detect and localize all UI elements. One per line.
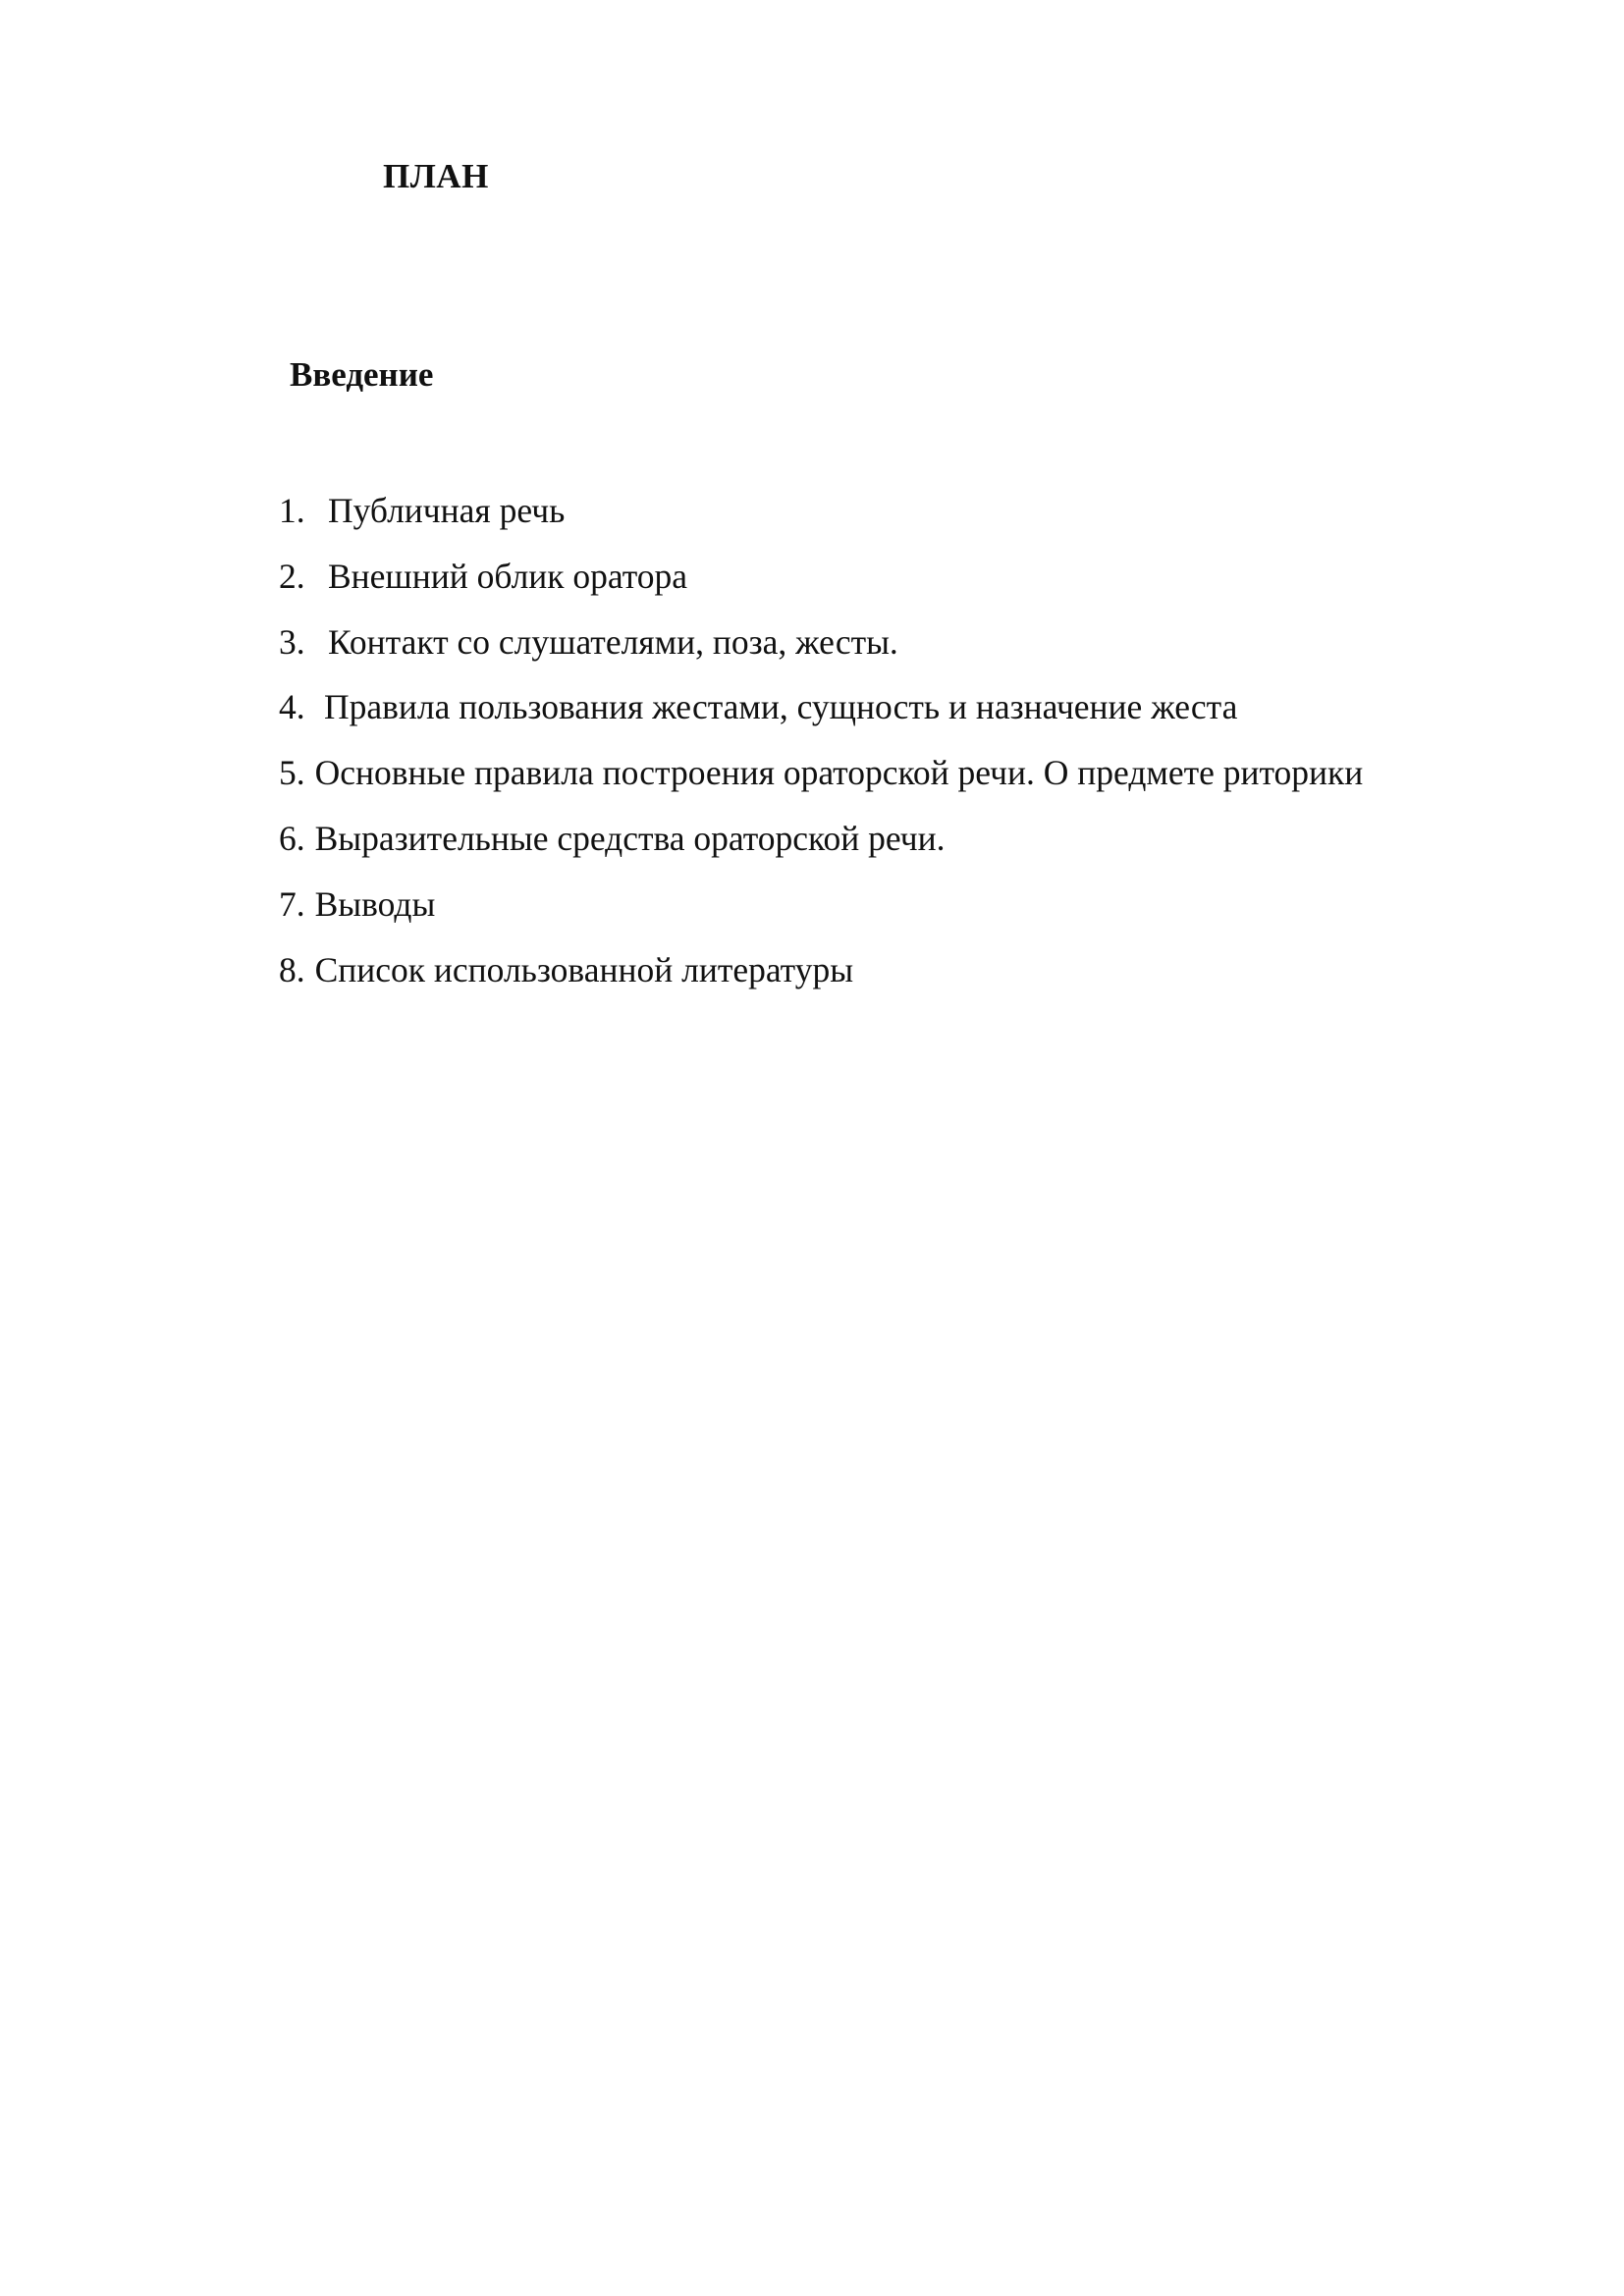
list-item-number: 2.: [279, 556, 305, 596]
list-item-number: 1.: [279, 491, 305, 530]
list-item-text: Правила пользования жестами, сущность и назначение жеста: [324, 687, 1238, 727]
list-item: [279, 620, 1363, 686]
list-item-number: 3.: [279, 621, 305, 662]
list-item-number: 8.: [279, 949, 305, 989]
list-item: [279, 555, 1363, 620]
list-item: [279, 817, 1363, 882]
list-item-text: Внешний облик оратора: [328, 556, 688, 596]
list-item-text: Выводы: [314, 883, 436, 924]
list-item: [279, 685, 1363, 751]
list-item: [279, 948, 1363, 1014]
list-item-text: Публичная речь: [328, 491, 566, 530]
list-item-text: Контакт со слушателями, поза, жесты.: [328, 621, 898, 662]
list-item-number: 7.: [279, 883, 305, 924]
list-item-text: Выразительные средства ораторской речи.: [314, 818, 946, 858]
list-item: [279, 751, 1363, 817]
list-item-number: 5.: [279, 753, 305, 793]
list-item-number: 6.: [279, 818, 305, 858]
list-item-number: 4.: [279, 687, 305, 727]
page-title: ПЛАН: [383, 157, 489, 195]
list-item: [279, 489, 1363, 555]
list-item-text: Основные правила построения ораторской речи. О предмете риторики: [314, 753, 1364, 793]
list-item: [279, 882, 1363, 948]
list-item-text: Список использованной литературы: [314, 949, 854, 989]
plan-list: [279, 489, 1363, 1013]
intro-heading: Введение: [290, 355, 434, 394]
